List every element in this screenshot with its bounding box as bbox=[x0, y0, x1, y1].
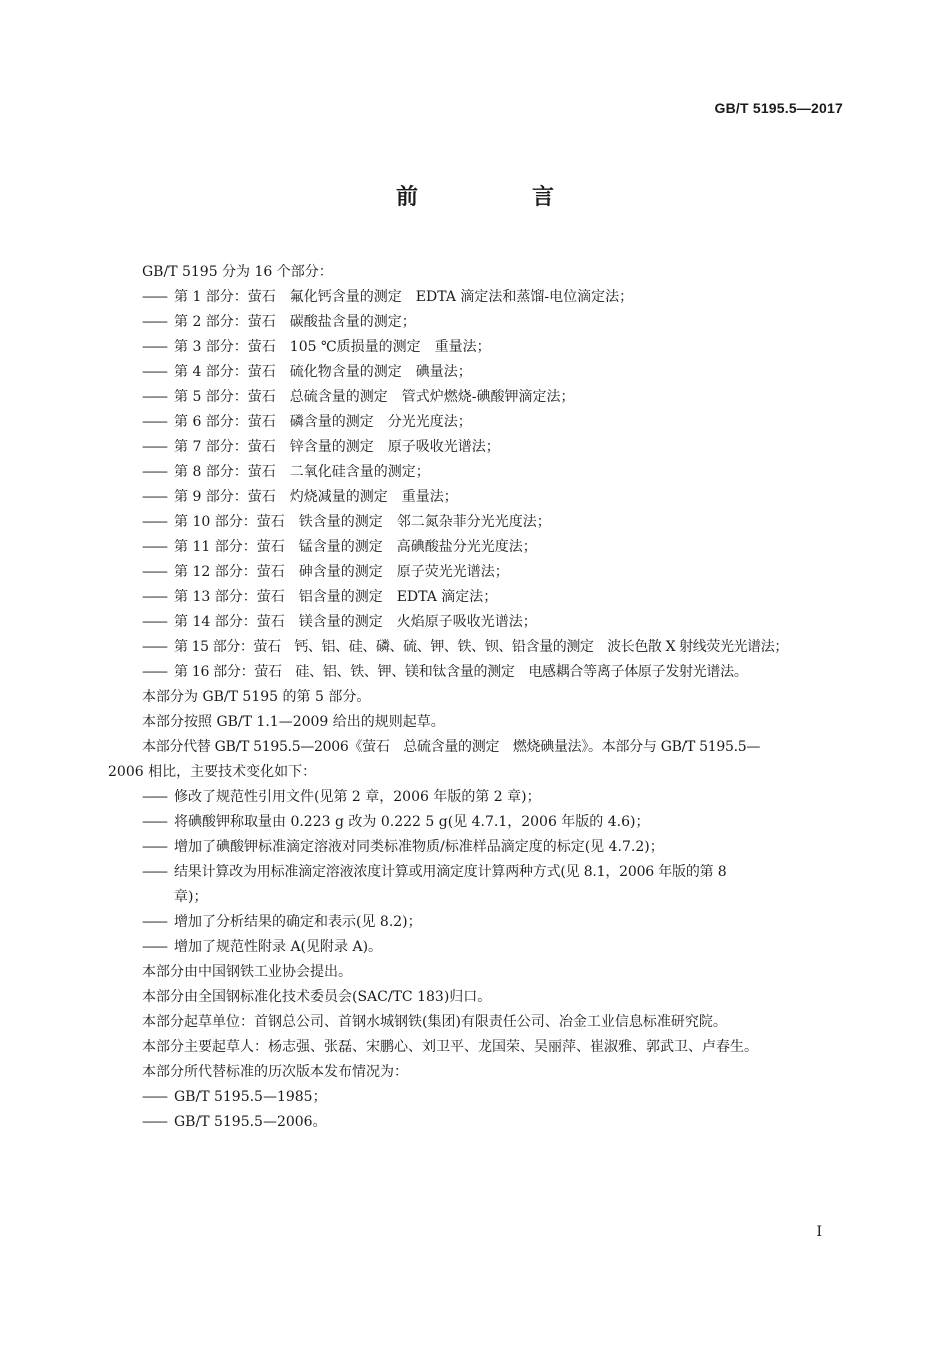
list-item bbox=[108, 660, 848, 685]
list-item-text: 第 14 部分：萤石 镁含量的测定 火焰原子吸收光谱法； bbox=[174, 614, 537, 630]
list-item-text: 增加了分析结果的确定和表示(见 8.2)； bbox=[174, 914, 422, 930]
dash-marker: —— bbox=[142, 514, 166, 530]
list-item-text: 增加了规范性附录 A(见附录 A)。 bbox=[174, 939, 383, 955]
changes-list bbox=[108, 785, 848, 960]
list-item bbox=[108, 835, 848, 860]
list-item-text: 第 8 部分：萤石 二氧化硅含量的测定； bbox=[174, 464, 430, 480]
list-item-text: 第 4 部分：萤石 硫化物含量的测定 碘量法； bbox=[174, 364, 472, 380]
list-item bbox=[108, 335, 848, 360]
dash-marker: —— bbox=[142, 414, 166, 430]
list-item-text: 第 11 部分：萤石 锰含量的测定 高碘酸盐分光光度法； bbox=[174, 539, 537, 555]
list-item-text: 第 15 部分：萤石 钙、铝、硅、磷、硫、钾、铁、钡、铅含量的测定 波长色散 X 射线荧光光谱法； bbox=[174, 639, 788, 655]
list-item-text: 增加了碘酸钾标准滴定溶液对同类标准物质/标准样品滴定度的标定(见 4.7.2)； bbox=[174, 839, 664, 855]
list-item-continuation: 章)； bbox=[174, 889, 208, 905]
list-item bbox=[108, 435, 848, 460]
list-item-text: 将碘酸钾称取量由 0.223 g 改为 0.222 5 g(见 4.7.1，2006 年版的 4.6)； bbox=[174, 814, 650, 830]
dash-marker: —— bbox=[142, 639, 166, 655]
paragraph-centralized-by: 本部分由全国钢标准化技术委员会(SAC/TC 183)归口。 bbox=[142, 989, 492, 1005]
list-item bbox=[108, 385, 848, 410]
dash-marker: —— bbox=[142, 539, 166, 555]
list-item-text: 第 12 部分：萤石 砷含量的测定 原子荧光光谱法； bbox=[174, 564, 509, 580]
dash-marker: —— bbox=[142, 564, 166, 580]
list-item-text: 第 16 部分：萤石 硅、铝、铁、钾、镁和钛含量的测定 电感耦合等离子体原子发射光谱法。 bbox=[174, 664, 748, 680]
list-item bbox=[108, 910, 848, 935]
page-title: 前 言 bbox=[395, 185, 600, 210]
dash-marker: —— bbox=[142, 439, 166, 455]
paragraph-drafting-units: 本部分起草单位：首钢总公司、首钢水城钢铁(集团)有限责任公司、冶金工业信息标准研究院。 bbox=[142, 1014, 727, 1030]
list-item bbox=[108, 535, 848, 560]
list-item bbox=[108, 560, 848, 585]
dash-marker: —— bbox=[142, 664, 166, 680]
list-item bbox=[108, 1085, 848, 1110]
list-item bbox=[108, 935, 848, 960]
list-item-text: 第 9 部分：萤石 灼烧减量的测定 重量法； bbox=[174, 489, 458, 505]
paragraph-proposed-by: 本部分由中国钢铁工业协会提出。 bbox=[142, 964, 352, 980]
list-item-text: GB/T 5195.5—1985； bbox=[174, 1089, 327, 1105]
paragraph-this-part: 本部分为 GB/T 5195 的第 5 部分。 bbox=[142, 689, 371, 705]
list-item bbox=[108, 410, 848, 435]
dash-marker: —— bbox=[142, 464, 166, 480]
list-item bbox=[108, 585, 848, 610]
dash-marker: —— bbox=[142, 364, 166, 380]
dash-marker: —— bbox=[142, 814, 166, 830]
dash-marker: —— bbox=[142, 589, 166, 605]
dash-marker: —— bbox=[142, 789, 166, 805]
dash-marker: —— bbox=[142, 939, 166, 955]
paragraph-replaces-continued: 2006 相比，主要技术变化如下： bbox=[108, 764, 317, 780]
list-item bbox=[108, 310, 848, 335]
list-item bbox=[108, 360, 848, 385]
dash-marker: —— bbox=[142, 614, 166, 630]
dash-marker: —— bbox=[142, 339, 166, 355]
standard-code: GB/T 5195.5—2017 bbox=[714, 100, 843, 116]
list-item bbox=[108, 635, 848, 660]
list-item bbox=[108, 785, 848, 810]
list-item-text: 第 10 部分：萤石 铁含量的测定 邻二氮杂菲分光光度法； bbox=[174, 514, 551, 530]
foreword-body bbox=[108, 260, 848, 1135]
dash-marker: —— bbox=[142, 289, 166, 305]
dash-marker: —— bbox=[142, 1089, 166, 1105]
list-item bbox=[108, 285, 848, 310]
list-item bbox=[108, 510, 848, 535]
list-item-text: 第 1 部分：萤石 氟化钙含量的测定 EDTA 滴定法和蒸馏-电位滴定法； bbox=[174, 289, 634, 305]
dash-marker: —— bbox=[142, 1114, 166, 1130]
list-item-text: 结果计算改为用标准滴定溶液浓度计算或用滴定度计算两种方式(见 8.1，2006 年版的第 8 bbox=[174, 864, 727, 880]
paragraph-history-intro: 本部分所代替标准的历次版本发布情况为： bbox=[142, 1064, 408, 1080]
list-item-text: 第 2 部分：萤石 碳酸盐含量的测定； bbox=[174, 314, 416, 330]
list-item-text: GB/T 5195.5—2006。 bbox=[174, 1114, 327, 1130]
dash-marker: —— bbox=[142, 839, 166, 855]
list-item bbox=[108, 460, 848, 485]
list-item-text: 第 7 部分：萤石 锌含量的测定 原子吸收光谱法； bbox=[174, 439, 500, 455]
dash-marker: —— bbox=[142, 389, 166, 405]
dash-marker: —— bbox=[142, 864, 166, 880]
list-item bbox=[108, 610, 848, 635]
list-item-text: 第 13 部分：萤石 铝含量的测定 EDTA 滴定法； bbox=[174, 589, 498, 605]
parts-list bbox=[108, 285, 848, 685]
list-item-text: 第 5 部分：萤石 总硫含量的测定 管式炉燃烧-碘酸钾滴定法； bbox=[174, 389, 575, 405]
parts-intro: GB/T 5195 分为 16 个部分： bbox=[142, 264, 333, 280]
paragraph-drafters: 本部分主要起草人：杨志强、张磊、宋鹏心、刘卫平、龙国荣、吴丽萍、崔淑雅、郭武卫、卢春生。 bbox=[142, 1039, 758, 1055]
list-item bbox=[108, 860, 848, 885]
dash-marker: —— bbox=[142, 914, 166, 930]
list-item bbox=[108, 810, 848, 835]
list-item-text: 修改了规范性引用文件(见第 2 章，2006 年版的第 2 章)； bbox=[174, 789, 541, 805]
list-item-text: 第 3 部分：萤石 105 ℃质损量的测定 重量法； bbox=[174, 339, 491, 355]
list-item bbox=[108, 1110, 848, 1135]
dash-marker: —— bbox=[142, 314, 166, 330]
dash-marker: —— bbox=[142, 489, 166, 505]
list-item bbox=[108, 485, 848, 510]
paragraph-drafting-rules: 本部分按照 GB/T 1.1—2009 给出的规则起草。 bbox=[142, 714, 445, 730]
list-item-text: 第 6 部分：萤石 磷含量的测定 分光光度法； bbox=[174, 414, 472, 430]
page-number: I bbox=[816, 1224, 822, 1240]
paragraph-replaces: 本部分代替 GB/T 5195.5—2006《萤石 总硫含量的测定 燃烧碘量法》。本部分与 GB/T 5195.5— bbox=[142, 739, 761, 755]
history-list bbox=[108, 1085, 848, 1135]
